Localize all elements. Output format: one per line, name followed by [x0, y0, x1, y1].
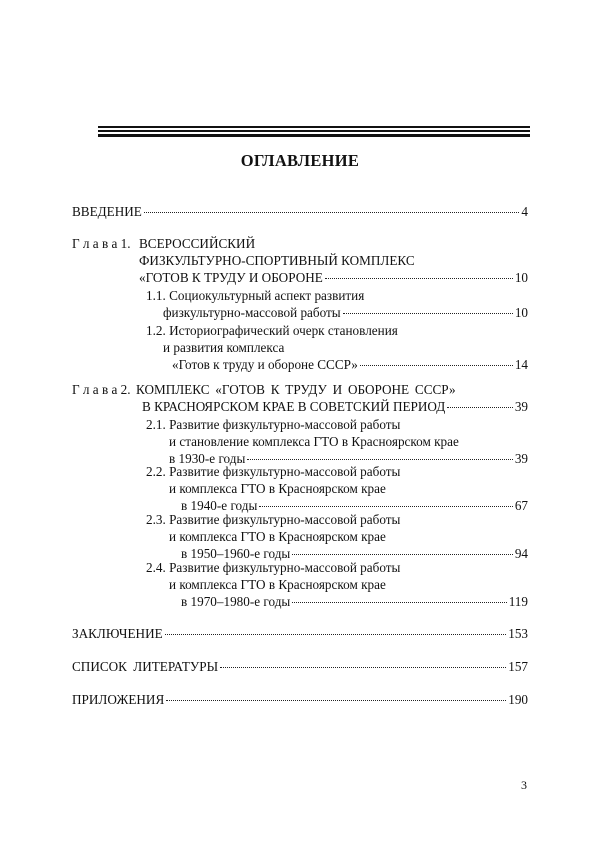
dot-leader: [325, 278, 513, 279]
chapter2-title-line1: КОМПЛЕКС «ГОТОВ К ТРУДУ И ОБОРОНЕ СССР»: [136, 382, 456, 397]
toc-entry-section-2-4[interactable]: [181, 593, 528, 611]
toc-title: ОГЛАВЛЕНИЕ: [240, 151, 360, 170]
toc-entry-text: ПРИЛОЖЕНИЯ: [72, 692, 165, 707]
toc-entry-intro[interactable]: [72, 203, 528, 221]
dot-leader: [292, 554, 513, 555]
toc-page-number: 14: [514, 357, 528, 372]
dot-leader: [247, 459, 513, 460]
dot-leader: [166, 700, 506, 701]
section-2-3-line2: и комплекса ГТО в Красноярском крае: [169, 529, 386, 544]
section-1-2-line3: «Готов к труду и обороне СССР»: [172, 357, 358, 372]
toc-entry-literature[interactable]: [72, 658, 528, 676]
chapter1-title-line3: «ГОТОВ К ТРУДУ И ОБОРОНЕ: [139, 270, 323, 285]
dot-leader: [220, 667, 506, 668]
toc-page-number: 119: [508, 594, 528, 609]
chapter2-prefix: Г л а в а 2.: [72, 382, 131, 397]
section-2-1-line2: и становление комплекса ГТО в Красноярском крае: [169, 434, 459, 449]
toc-entry-appendix[interactable]: [72, 691, 528, 709]
section-2-3-line1: 2.3. Развитие физкультурно-массовой работы: [146, 512, 401, 527]
header-rule-thin-2: [98, 130, 530, 132]
section-1-2-line2: и развития комплекса: [163, 340, 285, 355]
toc-entry-text: ВВЕДЕНИЕ: [72, 204, 142, 219]
toc-entry-section-1-2[interactable]: [172, 356, 528, 374]
toc-entry-conclusion[interactable]: [72, 625, 528, 643]
section-2-1-line1: 2.1. Развитие физкультурно-массовой работы: [146, 417, 401, 432]
toc-page-number: 39: [514, 399, 528, 414]
toc-page-number: 10: [514, 305, 528, 320]
dot-leader: [343, 313, 513, 314]
section-2-4-line2: и комплекса ГТО в Красноярском крае: [169, 577, 386, 592]
dot-leader: [292, 602, 506, 603]
section-1-1-line1: 1.1. Социокультурный аспект развития: [146, 288, 365, 303]
toc-entry-chapter1[interactable]: [139, 269, 528, 287]
toc-page-number: 4: [521, 204, 528, 219]
toc-page-number: 67: [514, 498, 528, 513]
toc-page-number: 190: [508, 692, 528, 707]
section-2-3-line3: в 1950–1960-е годы: [181, 546, 291, 561]
chapter1-title-line2: ФИЗКУЛЬТУРНО-СПОРТИВНЫЙ КОМПЛЕКС: [139, 253, 415, 268]
page-number: 3: [521, 778, 527, 792]
section-2-2-line1: 2.2. Развитие физкультурно-массовой работы: [146, 464, 401, 479]
dot-leader: [447, 407, 513, 408]
chapter1-title-line1: ВСЕРОССИЙСКИЙ: [139, 236, 256, 251]
section-2-4-line3: в 1970–1980-е годы: [181, 594, 291, 609]
toc-page-number: 94: [514, 546, 528, 561]
dot-leader: [144, 212, 520, 213]
section-1-2-line1: 1.2. Историографический очерк становления: [146, 323, 398, 338]
toc-page-number: 153: [508, 626, 528, 641]
section-2-2-line2: и комплекса ГТО в Красноярском крае: [169, 481, 386, 496]
dot-leader: [165, 634, 507, 635]
chapter2-title-line2: В КРАСНОЯРСКОМ КРАЕ В СОВЕТСКИЙ ПЕРИОД: [142, 399, 446, 414]
toc-entry-chapter2[interactable]: [142, 398, 528, 416]
chapter1-prefix: Г л а в а 1.: [72, 236, 131, 251]
section-1-1-line2: физкультурно-массовой работы: [163, 305, 341, 320]
toc-page-number: 157: [508, 659, 528, 674]
toc-entry-text: СПИСОК ЛИТЕРАТУРЫ: [72, 659, 219, 674]
header-rule-thick: [98, 134, 530, 137]
toc-page-number: 39: [514, 451, 528, 466]
toc-entry-section-1-1[interactable]: [163, 304, 528, 322]
header-rule-thin-1: [98, 126, 530, 128]
toc-entry-text: ЗАКЛЮЧЕНИЕ: [72, 626, 163, 641]
toc-page-number: 10: [514, 270, 528, 285]
section-2-4-line1: 2.4. Развитие физкультурно-массовой работы: [146, 560, 401, 575]
section-2-1-line3: в 1930-е годы: [169, 451, 246, 466]
dot-leader: [259, 506, 513, 507]
dot-leader: [360, 365, 513, 366]
section-2-2-line3: в 1940-е годы: [181, 498, 258, 513]
